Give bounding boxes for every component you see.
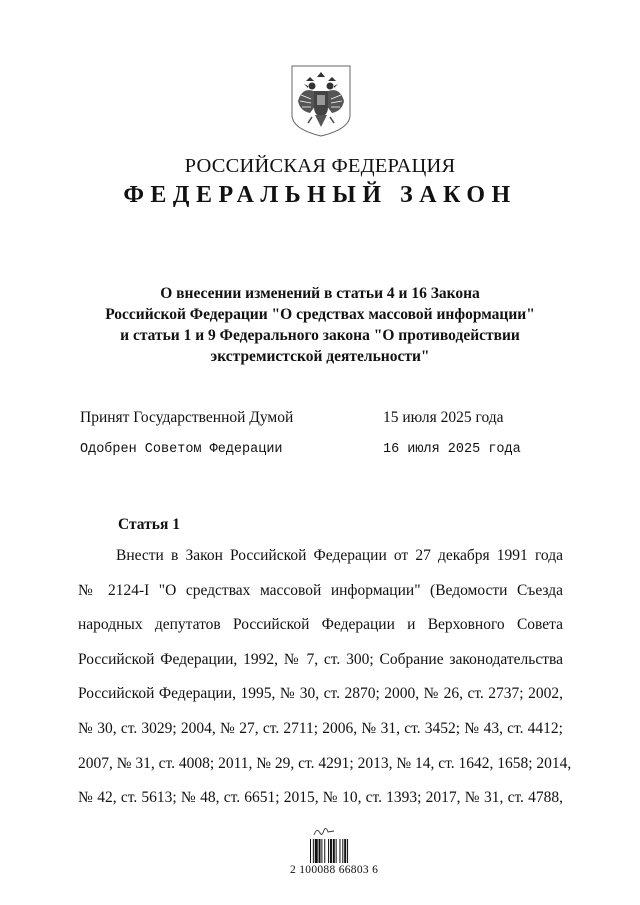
document-title-line: Российской Федерации "О средствах массовой информации" <box>105 306 535 323</box>
barcode-number: 2 100088 66803 6 <box>290 864 379 876</box>
duma-adoption-date: 15 июля 2025 года <box>383 409 504 426</box>
article-text-line: № 30, ст. 3029; 2004, № 27, ст. 2711; 2006, № 31, ст. 3452; № 43, ст. 4412; <box>78 719 563 737</box>
document-type: ФЕДЕРАЛЬНЫЙ ЗАКОН <box>123 182 517 208</box>
article-text-line: Внести в Закон Российской Федерации от 27 декабря 1991 года <box>116 547 563 564</box>
article-text-line: 2007, № 31, ст. 4008; 2011, № 29, ст. 4291; 2013, № 14, ст. 1642, 1658; 2014, <box>78 754 572 772</box>
signature-mark-icon <box>313 825 335 837</box>
country-name: РОССИЙСКАЯ ФЕДЕРАЦИЯ <box>184 155 456 177</box>
document-title-line: О внесении изменений в статьи 4 и 16 Закона <box>160 285 480 302</box>
article-text-line: народных депутатов Российской Федерации и Верховного Совета <box>78 616 563 634</box>
article-text-line: Российской Федерации, 1995, № 30, ст. 2870; 2000, № 26, ст. 2737; 2002, <box>78 685 563 703</box>
document-title <box>80 283 560 367</box>
article-body <box>78 546 572 823</box>
document-title-line: экстремистской деятельности" <box>210 348 430 365</box>
document-title-line: и статьи 1 и 9 Федерального закона "О противодействии <box>120 327 520 344</box>
article-text-line: № 2124-I "О средствах массовой информации" (Ведомости Съезда <box>78 581 563 599</box>
article-text-line: № 42, ст. 5613; № 48, ст. 6651; 2015, № 10, ст. 1393; 2017, № 31, ст. 4788, <box>78 789 563 807</box>
council-approval-label: Одобрен Советом Федерации <box>80 442 283 457</box>
article-text-line: Российской Федерации, 1992, № 7, ст. 300; Собрание законодательства <box>78 650 563 668</box>
barcode-icon <box>310 839 362 863</box>
article-heading: Статья 1 <box>118 516 180 533</box>
council-approval-date: 16 июля 2025 года <box>383 442 521 457</box>
duma-adoption-label: Принят Государственной Думой <box>80 409 294 426</box>
double-headed-eagle-emblem-icon <box>290 65 352 137</box>
